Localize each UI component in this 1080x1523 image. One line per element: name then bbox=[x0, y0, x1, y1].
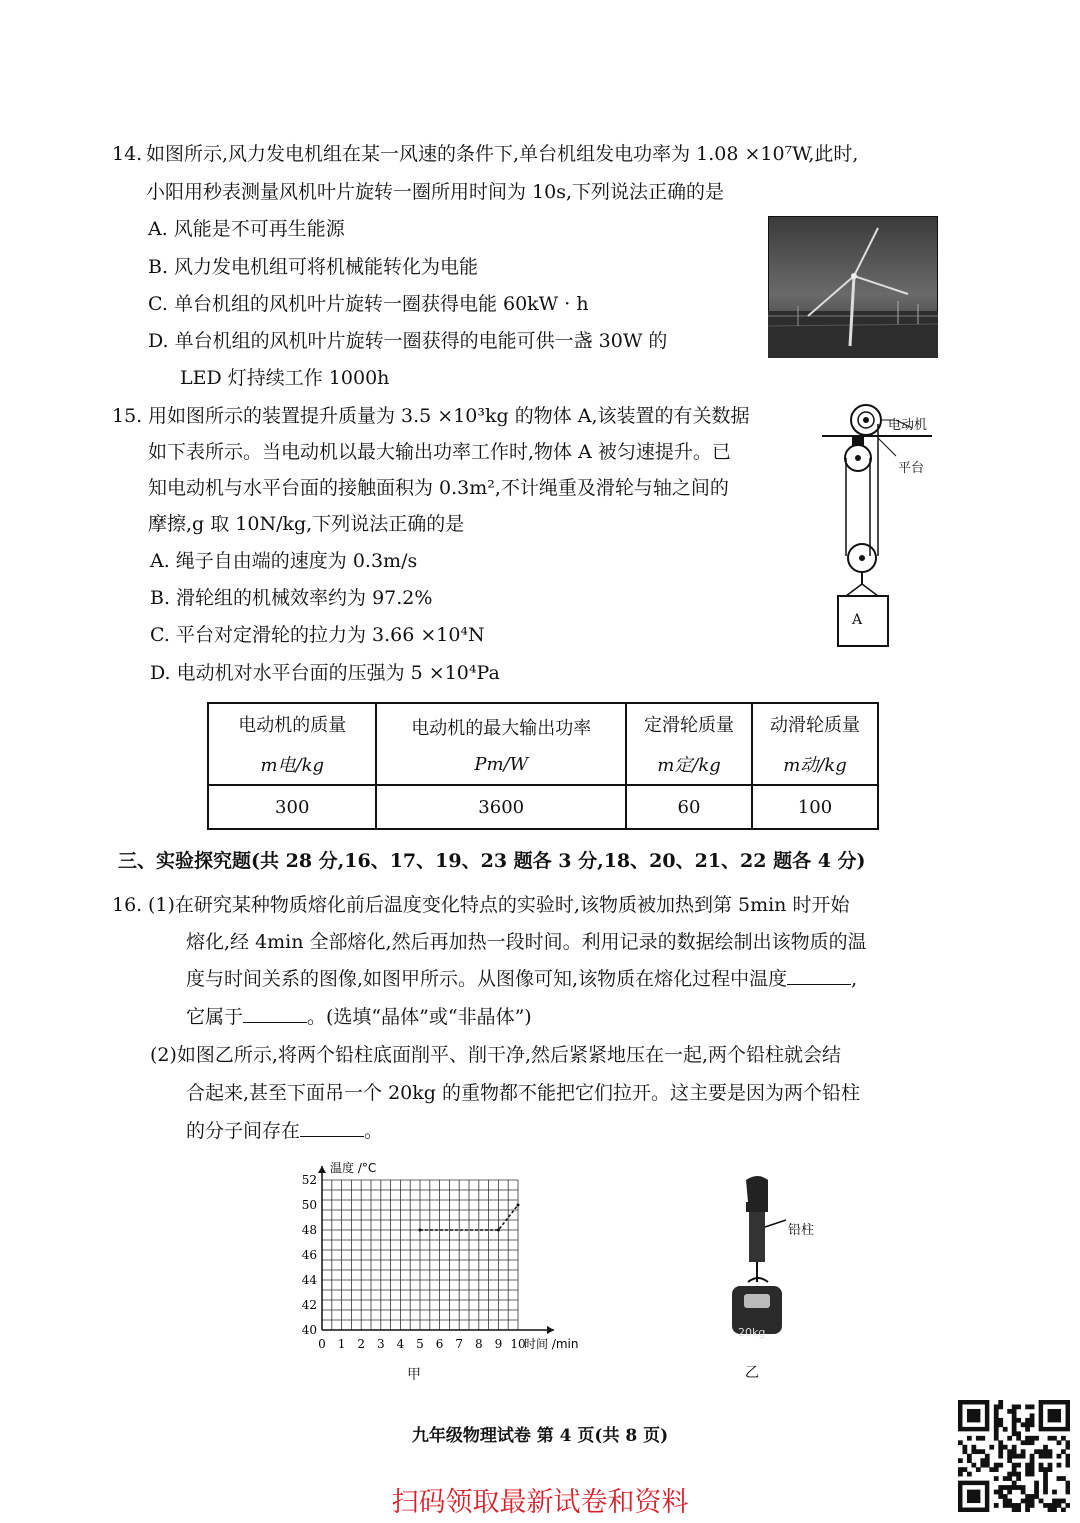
option-d: D. 单台机组的风机叶片旋转一圈获得的电能可供一盏 30W 的 bbox=[148, 330, 668, 352]
x-tick-label: 4 bbox=[396, 1337, 405, 1351]
question-text: 摩擦,g 取 10N/kg,下列说法正确的是 bbox=[148, 513, 465, 535]
y-axis-label: 温度 /°C bbox=[330, 1161, 377, 1175]
option-d: D. 电动机对水平台面的压强为 5 ×10⁴Pa bbox=[150, 662, 500, 684]
question-text: (1)在研究某种物质熔化前后温度变化特点的实验时,该物质被加热到第 5min 时开始 bbox=[148, 894, 850, 916]
pulley-diagram bbox=[822, 398, 952, 650]
data-table bbox=[207, 702, 879, 830]
question-text: 如下表所示。当电动机以最大输出功率工作时,物体 A 被匀速提升。已 bbox=[148, 441, 731, 463]
platform-label: 平台 bbox=[898, 461, 925, 476]
data-point bbox=[497, 1229, 500, 1232]
question-text: (2)如图乙所示,将两个铅柱底面削平、削干净,然后紧紧地压在一起,两个铅柱就会结 bbox=[150, 1044, 842, 1066]
x-axis-label: 时间 /min bbox=[524, 1337, 579, 1351]
y-tick-label: 44 bbox=[301, 1273, 317, 1287]
question-text: 如图所示,风力发电机组在某一风速的条件下,单台机组发电功率为 1.08 ×10⁷W,此时, bbox=[146, 143, 859, 165]
y-tick-label: 50 bbox=[301, 1198, 317, 1212]
table-cell: 60 bbox=[626, 785, 752, 829]
option-a: A. 风能是不可再生能源 bbox=[148, 218, 345, 240]
table-cell: 3600 bbox=[376, 785, 626, 829]
question-text: 知电动机与水平台面的接触面积为 0.3m²,不计绳重及滑轮与轴之间的 bbox=[148, 477, 729, 499]
x-axis-arrow bbox=[547, 1326, 554, 1334]
table-cell: 300 bbox=[208, 785, 376, 829]
answer-blank[interactable] bbox=[243, 1006, 307, 1023]
question-text: 合起来,甚至下面吊一个 20kg 的重物都不能把它们拉开。这主要是因为两个铅柱 bbox=[186, 1082, 860, 1104]
temperature-time-chart bbox=[290, 1158, 600, 1358]
x-tick-label: 1 bbox=[337, 1337, 346, 1351]
question-text: 的分子间存在 。 bbox=[186, 1120, 384, 1142]
x-tick-label: 5 bbox=[416, 1337, 424, 1351]
data-point bbox=[419, 1229, 422, 1232]
weight-label: 20kg bbox=[738, 1326, 766, 1339]
x-tick-label: 3 bbox=[376, 1337, 385, 1351]
question-text: 它属于 。(选填“晶体”或“非晶体”) bbox=[186, 1006, 532, 1028]
question-number: 16. bbox=[112, 894, 143, 916]
lead-column-label: 铅柱 bbox=[788, 1223, 815, 1238]
y-tick-label: 40 bbox=[301, 1323, 317, 1337]
option-b: B. 风力发电机组可将机械能转化为电能 bbox=[148, 256, 479, 278]
answer-blank[interactable] bbox=[300, 1120, 364, 1137]
y-tick-label: 48 bbox=[301, 1223, 317, 1237]
figure-yi-label: 乙 bbox=[745, 1365, 759, 1381]
section-title: 三、实验探究题(共 28 分,16、17、19、23 题各 3 分,18、20、21、22 题各 4 分) bbox=[118, 850, 866, 872]
table-header-cell: 动滑轮质量 m动/kg bbox=[752, 703, 878, 785]
table-cell: 100 bbox=[752, 785, 878, 829]
data-point bbox=[517, 1204, 520, 1207]
page-footer: 九年级物理试卷 第 4 页(共 8 页) bbox=[411, 1426, 669, 1446]
x-tick-label: 8 bbox=[474, 1337, 483, 1351]
option-d-continued: LED 灯持续工作 1000h bbox=[180, 367, 390, 389]
figure-jia-label: 甲 bbox=[407, 1367, 421, 1383]
question-number: 15. bbox=[112, 405, 143, 427]
table-header-cell: 电动机的最大输出功率 Pm/W bbox=[376, 703, 626, 785]
question-number: 14. bbox=[112, 143, 143, 165]
question-text: 度与时间关系的图像,如图甲所示。从图像可知,该物质在熔化过程中温度 , bbox=[186, 968, 858, 990]
x-tick-label: 7 bbox=[455, 1337, 464, 1351]
object-a-label: A bbox=[852, 612, 863, 628]
x-tick-label: 2 bbox=[357, 1337, 366, 1351]
motor-label: 电动机 bbox=[888, 418, 928, 433]
option-c: C. 单台机组的风机叶片旋转一圈获得电能 60kW · h bbox=[148, 293, 589, 315]
x-tick-label: 0 bbox=[318, 1337, 326, 1351]
question-text: 用如图所示的装置提升质量为 3.5 ×10³kg 的物体 A,该装置的有关数据 bbox=[148, 405, 750, 427]
promo-text: 扫码领取最新试卷和资料 bbox=[391, 1487, 689, 1518]
lead-column-icon bbox=[749, 1212, 765, 1262]
answer-blank[interactable] bbox=[787, 968, 851, 985]
qr-code[interactable] bbox=[958, 1400, 1070, 1512]
table-header-cell: 电动机的质量 m电/kg bbox=[208, 703, 376, 785]
y-tick-label: 42 bbox=[301, 1298, 317, 1312]
question-text: 小阳用秒表测量风机叶片旋转一圈所用时间为 10s,下列说法正确的是 bbox=[146, 181, 725, 203]
wind-turbine-photo bbox=[768, 216, 938, 358]
x-tick-label: 6 bbox=[435, 1337, 444, 1351]
question-text: 熔化,经 4min 全部熔化,然后再加热一段时间。利用记录的数据绘制出该物质的温 bbox=[186, 931, 867, 953]
lead-columns-diagram bbox=[718, 1172, 828, 1352]
table-header-cell: 定滑轮质量 m定/kg bbox=[626, 703, 752, 785]
y-tick-label: 52 bbox=[301, 1173, 317, 1187]
option-b: B. 滑轮组的机械效率约为 97.2% bbox=[150, 587, 433, 609]
option-a: A. 绳子自由端的速度为 0.3m/s bbox=[150, 550, 418, 572]
object-a-box bbox=[838, 596, 888, 646]
y-tick-label: 46 bbox=[301, 1248, 317, 1262]
y-axis-arrow bbox=[318, 1166, 326, 1173]
option-c: C. 平台对定滑轮的拉力为 3.66 ×10⁴N bbox=[150, 624, 485, 646]
x-tick-label: 9 bbox=[494, 1337, 503, 1351]
x-tick-label: 10 bbox=[510, 1337, 526, 1351]
